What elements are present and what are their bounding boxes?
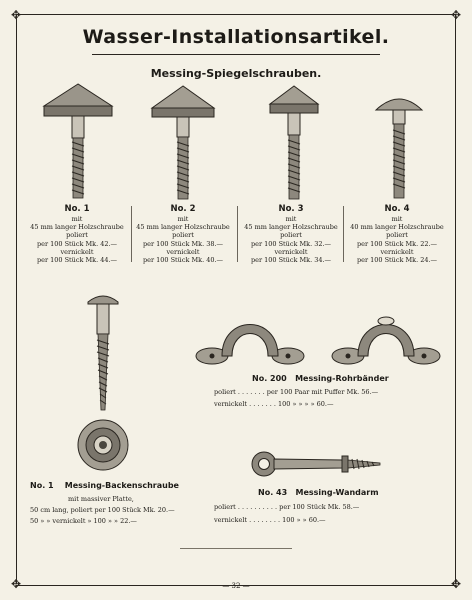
product-number: No. 200 (252, 374, 287, 383)
rohrbaender-title (252, 374, 389, 383)
wandarm-title (258, 488, 379, 497)
pipe-strap-2-illustration (330, 312, 442, 368)
product-number: No. 1 (64, 204, 90, 214)
finish-label: vernickelt (166, 247, 200, 256)
product-line: 45 mm langer Holzschraube (244, 223, 338, 232)
backenschraube-note: mit massiver Platte, (68, 495, 134, 503)
finish-label: poliert (66, 231, 88, 240)
finish-label: vernickelt (274, 247, 308, 256)
product-column-3 (236, 204, 346, 264)
finish-label: poliert (386, 231, 408, 240)
mirror-screw-2-illustration (150, 84, 216, 202)
page-title: Wasser-Installationsartikel. (82, 26, 390, 48)
section-title: Messing-Spiegelschrauben. (150, 67, 322, 80)
price-line: per 100 Stück Mk. 44.— (36, 256, 118, 265)
corner-ornament-icon: ✥ (10, 577, 22, 591)
price-line: per 100 Stück Mk. 34.— (250, 256, 332, 265)
product-name: Messing-Backenschraube (64, 481, 179, 490)
finish-label: poliert (280, 231, 302, 240)
cheek-screw-plate-illustration (76, 418, 130, 472)
product-column-2 (128, 204, 238, 264)
backenschraube-price-row-2: 50 » » vernickelt » 100 » » 22.— (30, 517, 137, 525)
product-number: No. 4 (384, 204, 410, 214)
price-line: per 100 Stück Mk. 38.— (142, 239, 224, 248)
wall-arm-illustration (250, 448, 384, 482)
mirror-screw-1-illustration (42, 82, 114, 202)
product-number: No. 2 (170, 204, 196, 214)
frame-left (16, 14, 17, 584)
backenschraube-title (30, 481, 179, 490)
frame-right (455, 14, 456, 584)
corner-ornament-icon: ✥ (450, 8, 462, 22)
product-line: mit (71, 215, 83, 223)
corner-ornament-icon: ✥ (10, 8, 22, 22)
price-line: per 100 Stück Mk. 24.— (356, 256, 438, 265)
wandarm-price-row-1: poliert . . . . . . . . . . per 100 Stück Mk. 58.— (214, 503, 360, 511)
product-line: 40 mm langer Holzschraube (350, 223, 444, 232)
corner-ornament-icon: ✥ (450, 577, 462, 591)
product-name: Messing-Rohrbänder (295, 374, 389, 383)
product-column-1 (22, 204, 132, 264)
page-number: — 32 — (222, 582, 250, 590)
product-line: 45 mm langer Holzschraube (30, 223, 124, 232)
rohrbaender-price-row-2: vernickelt . . . . . . . 100 » » » » 60.— (214, 400, 334, 408)
finish-label: poliert (172, 231, 194, 240)
pipe-strap-1-illustration (194, 312, 306, 368)
product-line: mit (285, 215, 297, 223)
product-line: mit (177, 215, 189, 223)
cheek-screw-illustration (86, 292, 120, 414)
wandarm-price-row-2: vernickelt . . . . . . . . 100 » » 60.— (214, 516, 326, 524)
mirror-screw-4-illustration (374, 94, 424, 202)
price-line: per 100 Stück Mk. 42.— (36, 239, 118, 248)
bottom-ornament-rule (180, 548, 292, 549)
product-column-4 (342, 204, 452, 264)
price-line: per 100 Stück Mk. 32.— (250, 239, 332, 248)
product-line: mit (391, 215, 403, 223)
product-number: No. 43 (258, 488, 288, 497)
backenschraube-price-row-1: 50 cm lang, poliert per 100 Stück Mk. 20.— (30, 506, 175, 514)
product-number: No. 3 (278, 204, 304, 214)
mirror-screw-3-illustration (268, 84, 320, 202)
rohrbaender-price-row-1: poliert . . . . . . . per 100 Paar mit Puffer Mk. 56.— (214, 388, 379, 396)
price-line: per 100 Stück Mk. 22.— (356, 239, 438, 248)
title-underline (92, 54, 380, 55)
product-line: 45 mm langer Holzschraube (136, 223, 230, 232)
finish-label: vernickelt (60, 247, 94, 256)
product-number: No. 1 (30, 481, 54, 490)
finish-label: vernickelt (380, 247, 414, 256)
product-name: Messing-Wandarm (295, 488, 379, 497)
price-line: per 100 Stück Mk. 40.— (142, 256, 224, 265)
